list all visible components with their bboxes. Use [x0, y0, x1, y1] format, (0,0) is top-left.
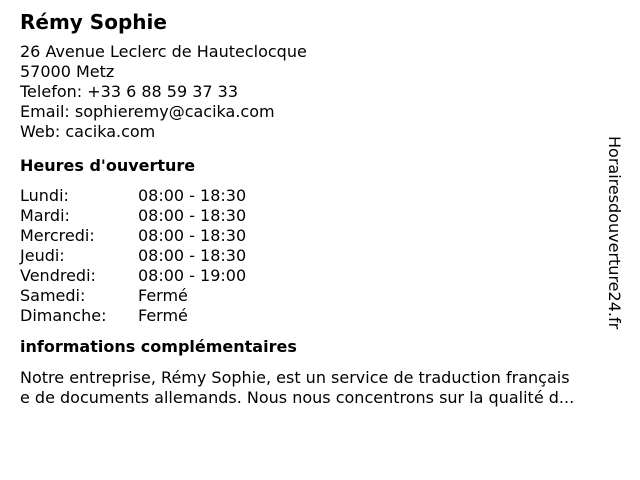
day-label: Mercredi: — [20, 226, 95, 245]
description-line-1: Notre entreprise, Rémy Sophie, est un service de traduction français — [20, 368, 570, 387]
business-name: Rémy Sophie — [20, 10, 167, 34]
day-label: Vendredi: — [20, 266, 96, 285]
opening-hours-list — [20, 186, 620, 326]
address-line-2: 57000 Metz — [20, 62, 115, 81]
hours-row-dimanche — [20, 306, 620, 326]
website: Web: cacika.com — [20, 122, 156, 141]
day-label: Mardi: — [20, 206, 70, 225]
day-hours: 08:00 - 19:00 — [138, 266, 247, 285]
hours-row-samedi — [20, 286, 620, 306]
day-hours: 08:00 - 18:30 — [138, 246, 247, 265]
day-label: Jeudi: — [20, 246, 65, 265]
day-label: Dimanche: — [20, 306, 107, 325]
telefon: Telefon: +33 6 88 59 37 33 — [20, 82, 239, 101]
address-line-1: 26 Avenue Leclerc de Hauteclocque — [20, 42, 307, 61]
day-label: Lundi: — [20, 186, 69, 205]
day-hours: 08:00 - 18:30 — [138, 226, 247, 245]
day-hours: 08:00 - 18:30 — [138, 206, 247, 225]
day-hours: Fermé — [138, 286, 188, 305]
email: Email: sophieremy@cacika.com — [20, 102, 275, 121]
opening-hours-title: Heures d'ouverture — [20, 156, 196, 175]
hours-row-mercredi — [20, 226, 620, 246]
additional-info-title: informations complémentaires — [20, 337, 297, 356]
day-hours: Fermé — [138, 306, 188, 325]
hours-row-lundi — [20, 186, 620, 206]
description-line-2: e de documents allemands. Nous nous concentrons sur la qualité d... — [20, 388, 575, 407]
hours-row-jeudi — [20, 246, 620, 266]
day-label: Samedi: — [20, 286, 86, 305]
day-hours: 08:00 - 18:30 — [138, 186, 247, 205]
business-card — [20, 8, 620, 408]
hours-row-mardi — [20, 206, 620, 226]
side-brand-watermark: Horairesdouverture24.fr — [605, 136, 624, 330]
hours-row-vendredi — [20, 266, 620, 286]
